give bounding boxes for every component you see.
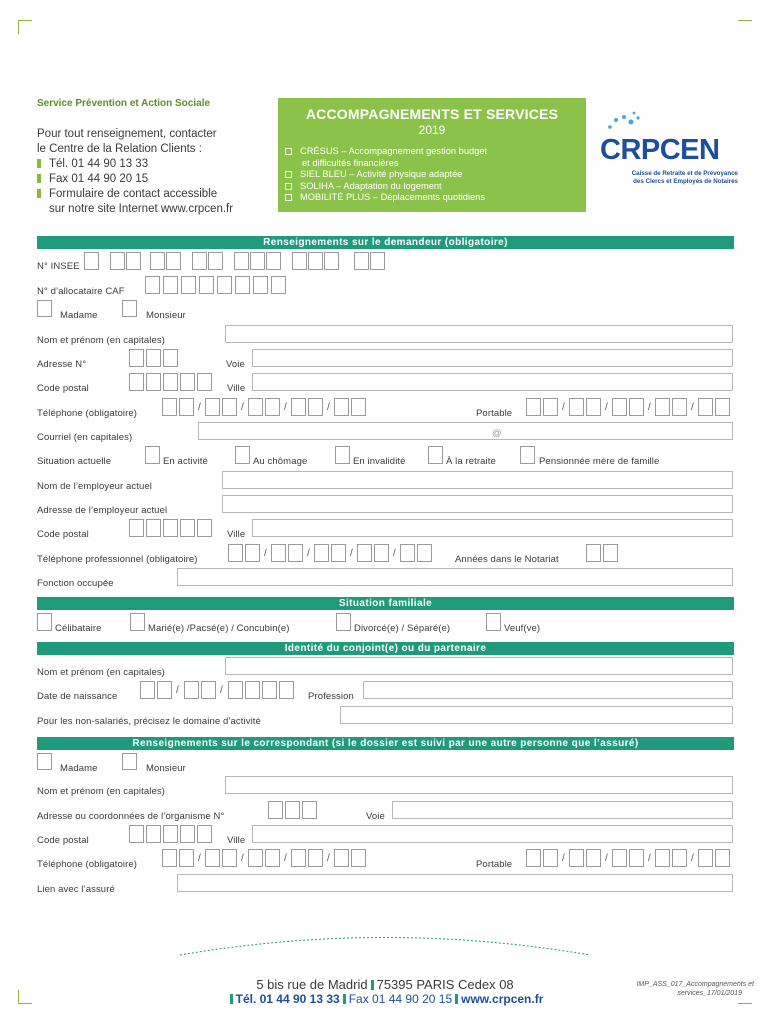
code-postal-correspondant-digit[interactable]	[197, 825, 212, 843]
caf-digit[interactable]	[271, 276, 286, 294]
tel-separator: /	[198, 402, 201, 413]
banner-item-mobilite	[285, 192, 487, 204]
bullet-icon	[37, 159, 41, 168]
banner-item-text: SOLIHA – Adaptation du logement	[300, 180, 442, 191]
insee-digit[interactable]	[150, 252, 165, 270]
portable-correspondant-label: Portable	[476, 859, 513, 870]
caf-digit[interactable]	[235, 276, 250, 294]
portable-digit[interactable]	[672, 398, 687, 416]
portable-digit[interactable]	[715, 398, 730, 416]
contact-tel	[37, 157, 233, 172]
caf-digit[interactable]	[181, 276, 196, 294]
caf-digit[interactable]	[253, 276, 268, 294]
monsieur-correspondant-label: Monsieur	[146, 763, 186, 774]
portable-separator: /	[648, 402, 651, 413]
adresse-organisme-label: Adresse ou coordonnées de l’organisme N°	[37, 811, 225, 822]
adresse-no-label: Adresse N°	[37, 359, 87, 370]
tel-digit[interactable]	[308, 398, 323, 416]
annees-notariat-label: Années dans le Notariat	[455, 554, 559, 565]
ville-correspondant-label: Ville	[227, 835, 246, 846]
portable-digit[interactable]	[569, 398, 584, 416]
footer-fax: Fax 01 44 90 20 15	[348, 992, 453, 1006]
portable-correspondant-digit[interactable]	[586, 849, 601, 867]
caf-digit[interactable]	[199, 276, 214, 294]
corner-mark-top-left	[18, 20, 32, 34]
tel-digit[interactable]	[351, 398, 366, 416]
tel-correspondant-separator: /	[241, 853, 244, 864]
annees-digit[interactable]	[603, 544, 618, 562]
date-digit[interactable]	[262, 681, 277, 699]
en-invalidite-checkbox[interactable]	[335, 446, 350, 464]
tel-digit[interactable]	[334, 398, 349, 416]
banner-item-text: SIEL BLEU – Activité physique adaptée	[300, 169, 463, 180]
madame-correspondant-checkbox[interactable]	[37, 753, 52, 770]
fax-text: Fax 01 44 90 20 15	[49, 173, 149, 185]
banner-item-soliha	[285, 181, 487, 193]
tel-pro-digit[interactable]	[288, 544, 303, 562]
fonction-field[interactable]	[177, 568, 733, 586]
banner-item-cresus-2	[285, 158, 487, 170]
nom-prenom-correspondant-field[interactable]	[225, 776, 733, 794]
tel-correspondant-digit[interactable]	[291, 849, 306, 867]
celibataire-label: Célibataire	[55, 623, 102, 634]
code-postal-employeur-digit[interactable]	[129, 519, 144, 537]
tel-correspondant-digit[interactable]	[351, 849, 366, 867]
contact-intro-1: Pour tout renseignement, contacter	[37, 128, 217, 140]
marie-checkbox[interactable]	[130, 613, 145, 631]
form-text-1: Formulaire de contact accessible	[49, 188, 218, 200]
insee-digit[interactable]	[192, 252, 207, 270]
crpcen-logo	[596, 108, 738, 198]
date-digit[interactable]	[201, 681, 216, 699]
code-postal-employeur-digit[interactable]	[197, 519, 212, 537]
checkbox-icon	[285, 194, 292, 201]
portable-digit[interactable]	[543, 398, 558, 416]
banner-item-cresus	[285, 146, 487, 158]
tel-digit[interactable]	[291, 398, 306, 416]
monsieur-label: Monsieur	[146, 310, 186, 321]
portable-correspondant-digit[interactable]	[672, 849, 687, 867]
a-la-retraite-checkbox[interactable]	[428, 446, 443, 464]
monsieur-correspondant-checkbox[interactable]	[122, 753, 137, 770]
ville-field[interactable]	[252, 373, 733, 391]
portable-correspondant-digit[interactable]	[629, 849, 644, 867]
tel-digit[interactable]	[179, 398, 194, 416]
banner-item-siel	[285, 169, 487, 181]
insee-digit[interactable]	[250, 252, 265, 270]
profession-label: Profession	[308, 691, 354, 702]
tel-oblig-label: Téléphone (obligatoire)	[37, 408, 137, 419]
insee-digit[interactable]	[308, 252, 323, 270]
logo-tagline-2: des Clercs et Employés de Notaires	[633, 178, 738, 185]
portable-label: Portable	[476, 408, 513, 419]
tel-correspondant-digit[interactable]	[162, 849, 177, 867]
tel-separator: /	[327, 402, 330, 413]
portable-separator: /	[562, 402, 565, 413]
code-postal-digit[interactable]	[163, 373, 178, 391]
insee-digit[interactable]	[266, 252, 281, 270]
tel-separator: /	[241, 402, 244, 413]
banner-item-text: MOBILITÉ PLUS – Déplacements quotidiens	[300, 192, 485, 203]
divorce-label: Divorcé(e) / Séparé(e)	[354, 623, 451, 634]
en-activite-checkbox[interactable]	[145, 446, 160, 464]
adresse-no-digit[interactable]	[163, 349, 178, 367]
ville-label: Ville	[227, 383, 246, 394]
code-postal-correspondant-digit[interactable]	[180, 825, 195, 843]
section-situation: Situation familiale	[37, 597, 734, 610]
service-title: Service Prévention et Action Sociale	[37, 98, 211, 109]
lien-assure-label: Lien avec l’assuré	[37, 884, 115, 895]
contact-fax	[37, 172, 233, 187]
date-separator: /	[220, 685, 223, 696]
portable-correspondant-separator: /	[605, 853, 608, 864]
situation-actuelle-label: Situation actuelle	[37, 456, 112, 467]
date-digit[interactable]	[140, 681, 155, 699]
voie-label: Voie	[226, 359, 245, 370]
code-postal-digit[interactable]	[146, 373, 161, 391]
insee-digit[interactable]	[354, 252, 369, 270]
insee-digit[interactable]	[292, 252, 307, 270]
ville-employeur-field[interactable]	[252, 519, 733, 537]
adresse-employeur-label: Adresse de l’employeur actuel	[37, 505, 168, 516]
madame-label: Madame	[60, 310, 98, 321]
tel-pro-separator: /	[307, 548, 310, 559]
checkbox-icon	[285, 171, 292, 178]
banner-item-text: CRÉSUS – Accompagnement gestion budget	[300, 146, 488, 156]
portable-separator: /	[605, 402, 608, 413]
courriel-label: Courriel (en capitales)	[37, 432, 133, 443]
tel-correspondant-digit[interactable]	[265, 849, 280, 867]
insee-digit[interactable]	[126, 252, 141, 270]
non-salaries-label: Pour les non-salariés, précisez le domaine d’activité	[37, 716, 261, 727]
checkbox-icon	[285, 183, 292, 190]
tel-pro-digit[interactable]	[314, 544, 329, 562]
adresse-organisme-digit[interactable]	[268, 801, 283, 819]
code-postal-employeur-digit[interactable]	[146, 519, 161, 537]
insee-label: N° INSEE	[37, 261, 80, 272]
at-sign: @	[492, 428, 502, 439]
tel-pro-label: Téléphone professionnel (obligatoire)	[37, 554, 198, 565]
madame-checkbox[interactable]	[37, 300, 52, 317]
footer-ref-1: IMP_ASS_017_Accompagnements et	[636, 981, 754, 988]
date-digit[interactable]	[228, 681, 243, 699]
nom-employeur-label: Nom de l’employeur actuel	[37, 481, 152, 492]
tel-pro-digit[interactable]	[271, 544, 286, 562]
pensionnee-label: Pensionnée mère de famille	[539, 456, 660, 467]
logo-tagline-1: Caisse de Retraite et de Prévoyance	[631, 170, 738, 177]
footer-separator	[343, 994, 346, 1004]
code-postal-employeur-label: Code postal	[37, 529, 89, 540]
tel-pro-separator: /	[393, 548, 396, 559]
section-demandeur: Renseignements sur le demandeur (obligatoire)	[37, 236, 734, 249]
adresse-organisme-digit[interactable]	[285, 801, 300, 819]
adresse-employeur-field[interactable]	[222, 495, 733, 513]
tel-correspondant-digit[interactable]	[334, 849, 349, 867]
en-activite-label: En activité	[163, 456, 208, 467]
footer-address: 5 bis rue de Madrid	[256, 977, 368, 992]
en-invalidite-label: En invalidité	[353, 456, 406, 467]
date-digit[interactable]	[157, 681, 172, 699]
section-conjoint: Identité du conjoint(e) ou du partenaire	[37, 642, 734, 655]
caf-label: N° d’allocataire CAF	[37, 286, 125, 297]
monsieur-checkbox[interactable]	[122, 300, 137, 317]
date-digit[interactable]	[184, 681, 199, 699]
bullet-icon	[37, 189, 41, 198]
date-digit[interactable]	[245, 681, 260, 699]
checkbox-icon	[285, 148, 292, 155]
portable-digit[interactable]	[655, 398, 670, 416]
footer-separator	[371, 980, 374, 990]
tel-pro-digit[interactable]	[400, 544, 415, 562]
adresse-no-digit[interactable]	[146, 349, 161, 367]
tel-correspondant-digit[interactable]	[179, 849, 194, 867]
insee-digit[interactable]	[208, 252, 223, 270]
courriel-field[interactable]	[198, 422, 733, 440]
code-postal-digit[interactable]	[197, 373, 212, 391]
fonction-label: Fonction occupée	[37, 578, 114, 589]
nom-prenom-correspondant-label: Nom et prénom (en capitales)	[37, 786, 165, 797]
date-digit[interactable]	[279, 681, 294, 699]
tel-digit[interactable]	[248, 398, 263, 416]
pensionnee-checkbox[interactable]	[520, 446, 535, 464]
tel-digit[interactable]	[222, 398, 237, 416]
portable-correspondant-digit[interactable]	[526, 849, 541, 867]
tel-pro-digit[interactable]	[417, 544, 432, 562]
tel-pro-digit[interactable]	[357, 544, 372, 562]
portable-correspondant-digit[interactable]	[715, 849, 730, 867]
tel-correspondant-separator: /	[284, 853, 287, 864]
code-postal-digit[interactable]	[129, 373, 144, 391]
portable-digit[interactable]	[526, 398, 541, 416]
footer-tel: Tél. 01 44 90 13 33	[235, 992, 340, 1006]
code-postal-correspondant-digit[interactable]	[129, 825, 144, 843]
banner-year: 2019	[418, 123, 446, 137]
footer-web[interactable]: www.crpcen.fr	[461, 992, 544, 1006]
services-banner	[278, 98, 586, 212]
section-correspondant: Renseignements sur le correspondant (si le dossier est suivi par une autre personne que l’assuré)	[37, 737, 734, 750]
tel-pro-separator: /	[264, 548, 267, 559]
voie-field[interactable]	[252, 349, 733, 367]
code-postal-correspondant-digit[interactable]	[163, 825, 178, 843]
tel-digit[interactable]	[205, 398, 220, 416]
corner-mark-top-right	[738, 20, 752, 21]
insee-digit[interactable]	[370, 252, 385, 270]
tel-text: Tél. 01 44 90 13 33	[49, 158, 149, 170]
nom-employeur-field[interactable]	[222, 471, 733, 489]
portable-digit[interactable]	[586, 398, 601, 416]
code-postal-digit[interactable]	[180, 373, 195, 391]
date-naissance-label: Date de naissance	[37, 691, 118, 702]
footer-ref-2: services_17/01/2019	[677, 990, 742, 997]
code-postal-correspondant-label: Code postal	[37, 835, 89, 846]
caf-digit[interactable]	[145, 276, 160, 294]
annees-digit[interactable]	[586, 544, 601, 562]
veuf-checkbox[interactable]	[486, 613, 501, 631]
a-la-retraite-label: À la retraite	[446, 456, 496, 467]
insee-digit[interactable]	[166, 252, 181, 270]
code-postal-employeur-digit[interactable]	[180, 519, 195, 537]
caf-digit[interactable]	[217, 276, 232, 294]
profession-field[interactable]	[363, 681, 733, 699]
portable-correspondant-separator: /	[562, 853, 565, 864]
tel-correspondant-digit[interactable]	[248, 849, 263, 867]
tel-correspondant-digit[interactable]	[205, 849, 220, 867]
insee-digit[interactable]	[110, 252, 125, 270]
au-chomage-label: Au chômage	[253, 456, 308, 467]
tel-correspondant-separator: /	[327, 853, 330, 864]
logo-name: CRPCEN	[600, 134, 720, 166]
non-salaries-field[interactable]	[340, 706, 733, 724]
contact-form	[37, 187, 233, 202]
code-postal-employeur-digit[interactable]	[163, 519, 178, 537]
tel-pro-digit[interactable]	[331, 544, 346, 562]
date-separator: /	[176, 685, 179, 696]
tel-correspondant-separator: /	[198, 853, 201, 864]
portable-correspondant-separator: /	[648, 853, 651, 864]
tel-pro-separator: /	[350, 548, 353, 559]
tel-pro-digit[interactable]	[228, 544, 243, 562]
nom-prenom-conjoint-field[interactable]	[225, 657, 733, 675]
banner-item-text: et difficultés financières	[302, 157, 399, 168]
au-chomage-checkbox[interactable]	[235, 446, 250, 464]
insee-digit[interactable]	[84, 252, 99, 270]
tel-pro-digit[interactable]	[374, 544, 389, 562]
portable-separator: /	[691, 402, 694, 413]
caf-digit[interactable]	[163, 276, 178, 294]
contact-block	[37, 127, 233, 217]
tel-correspondant-digit[interactable]	[308, 849, 323, 867]
tel-digit[interactable]	[162, 398, 177, 416]
lien-assure-field[interactable]	[177, 874, 733, 892]
veuf-label: Veuf(ve)	[504, 623, 541, 634]
ville-employeur-label: Ville	[227, 529, 246, 540]
banner-list	[285, 146, 487, 204]
adresse-organisme-digit[interactable]	[302, 801, 317, 819]
portable-correspondant-digit[interactable]	[569, 849, 584, 867]
divorce-checkbox[interactable]	[336, 613, 351, 631]
portable-correspondant-digit[interactable]	[655, 849, 670, 867]
tel-pro-digit[interactable]	[245, 544, 260, 562]
contact-form-2: sur notre site Internet www.crpcen.fr	[49, 203, 234, 215]
portable-correspondant-digit[interactable]	[612, 849, 627, 867]
portable-correspondant-digit[interactable]	[543, 849, 558, 867]
bullet-icon	[37, 174, 41, 183]
tel-separator: /	[284, 402, 287, 413]
marie-label: Marié(e) /Pacsé(e) / Concubin(e)	[148, 623, 290, 634]
adresse-no-digit[interactable]	[129, 349, 144, 367]
portable-digit[interactable]	[698, 398, 713, 416]
contact-intro-2: le Centre de la Relation Clients :	[37, 143, 202, 155]
voie-correspondant-field[interactable]	[392, 801, 733, 819]
ville-correspondant-field[interactable]	[252, 825, 733, 843]
nom-prenom-label: Nom et prénom (en capitales)	[37, 335, 165, 346]
tel-digit[interactable]	[265, 398, 280, 416]
tel-correspondant-digit[interactable]	[222, 849, 237, 867]
portable-correspondant-separator: /	[691, 853, 694, 864]
insee-digit[interactable]	[234, 252, 249, 270]
footer-separator	[230, 994, 233, 1004]
madame-correspondant-label: Madame	[60, 763, 98, 774]
footer-separator	[455, 994, 458, 1004]
nom-prenom-field[interactable]	[225, 325, 733, 343]
voie-correspondant-label: Voie	[366, 811, 385, 822]
portable-correspondant-digit[interactable]	[698, 849, 713, 867]
footer-curve	[0, 925, 770, 965]
portable-digit[interactable]	[612, 398, 627, 416]
insee-digit[interactable]	[324, 252, 339, 270]
banner-title: ACCOMPAGNEMENTS ET SERVICES	[305, 106, 559, 122]
celibataire-checkbox[interactable]	[37, 613, 52, 631]
portable-digit[interactable]	[629, 398, 644, 416]
code-postal-label: Code postal	[37, 383, 89, 394]
nom-prenom-conjoint-label: Nom et prénom (en capitales)	[37, 667, 165, 678]
footer-city: 75395 PARIS Cedex 08	[376, 977, 514, 992]
code-postal-correspondant-digit[interactable]	[146, 825, 161, 843]
tel-correspondant-label: Téléphone (obligatoire)	[37, 859, 137, 870]
